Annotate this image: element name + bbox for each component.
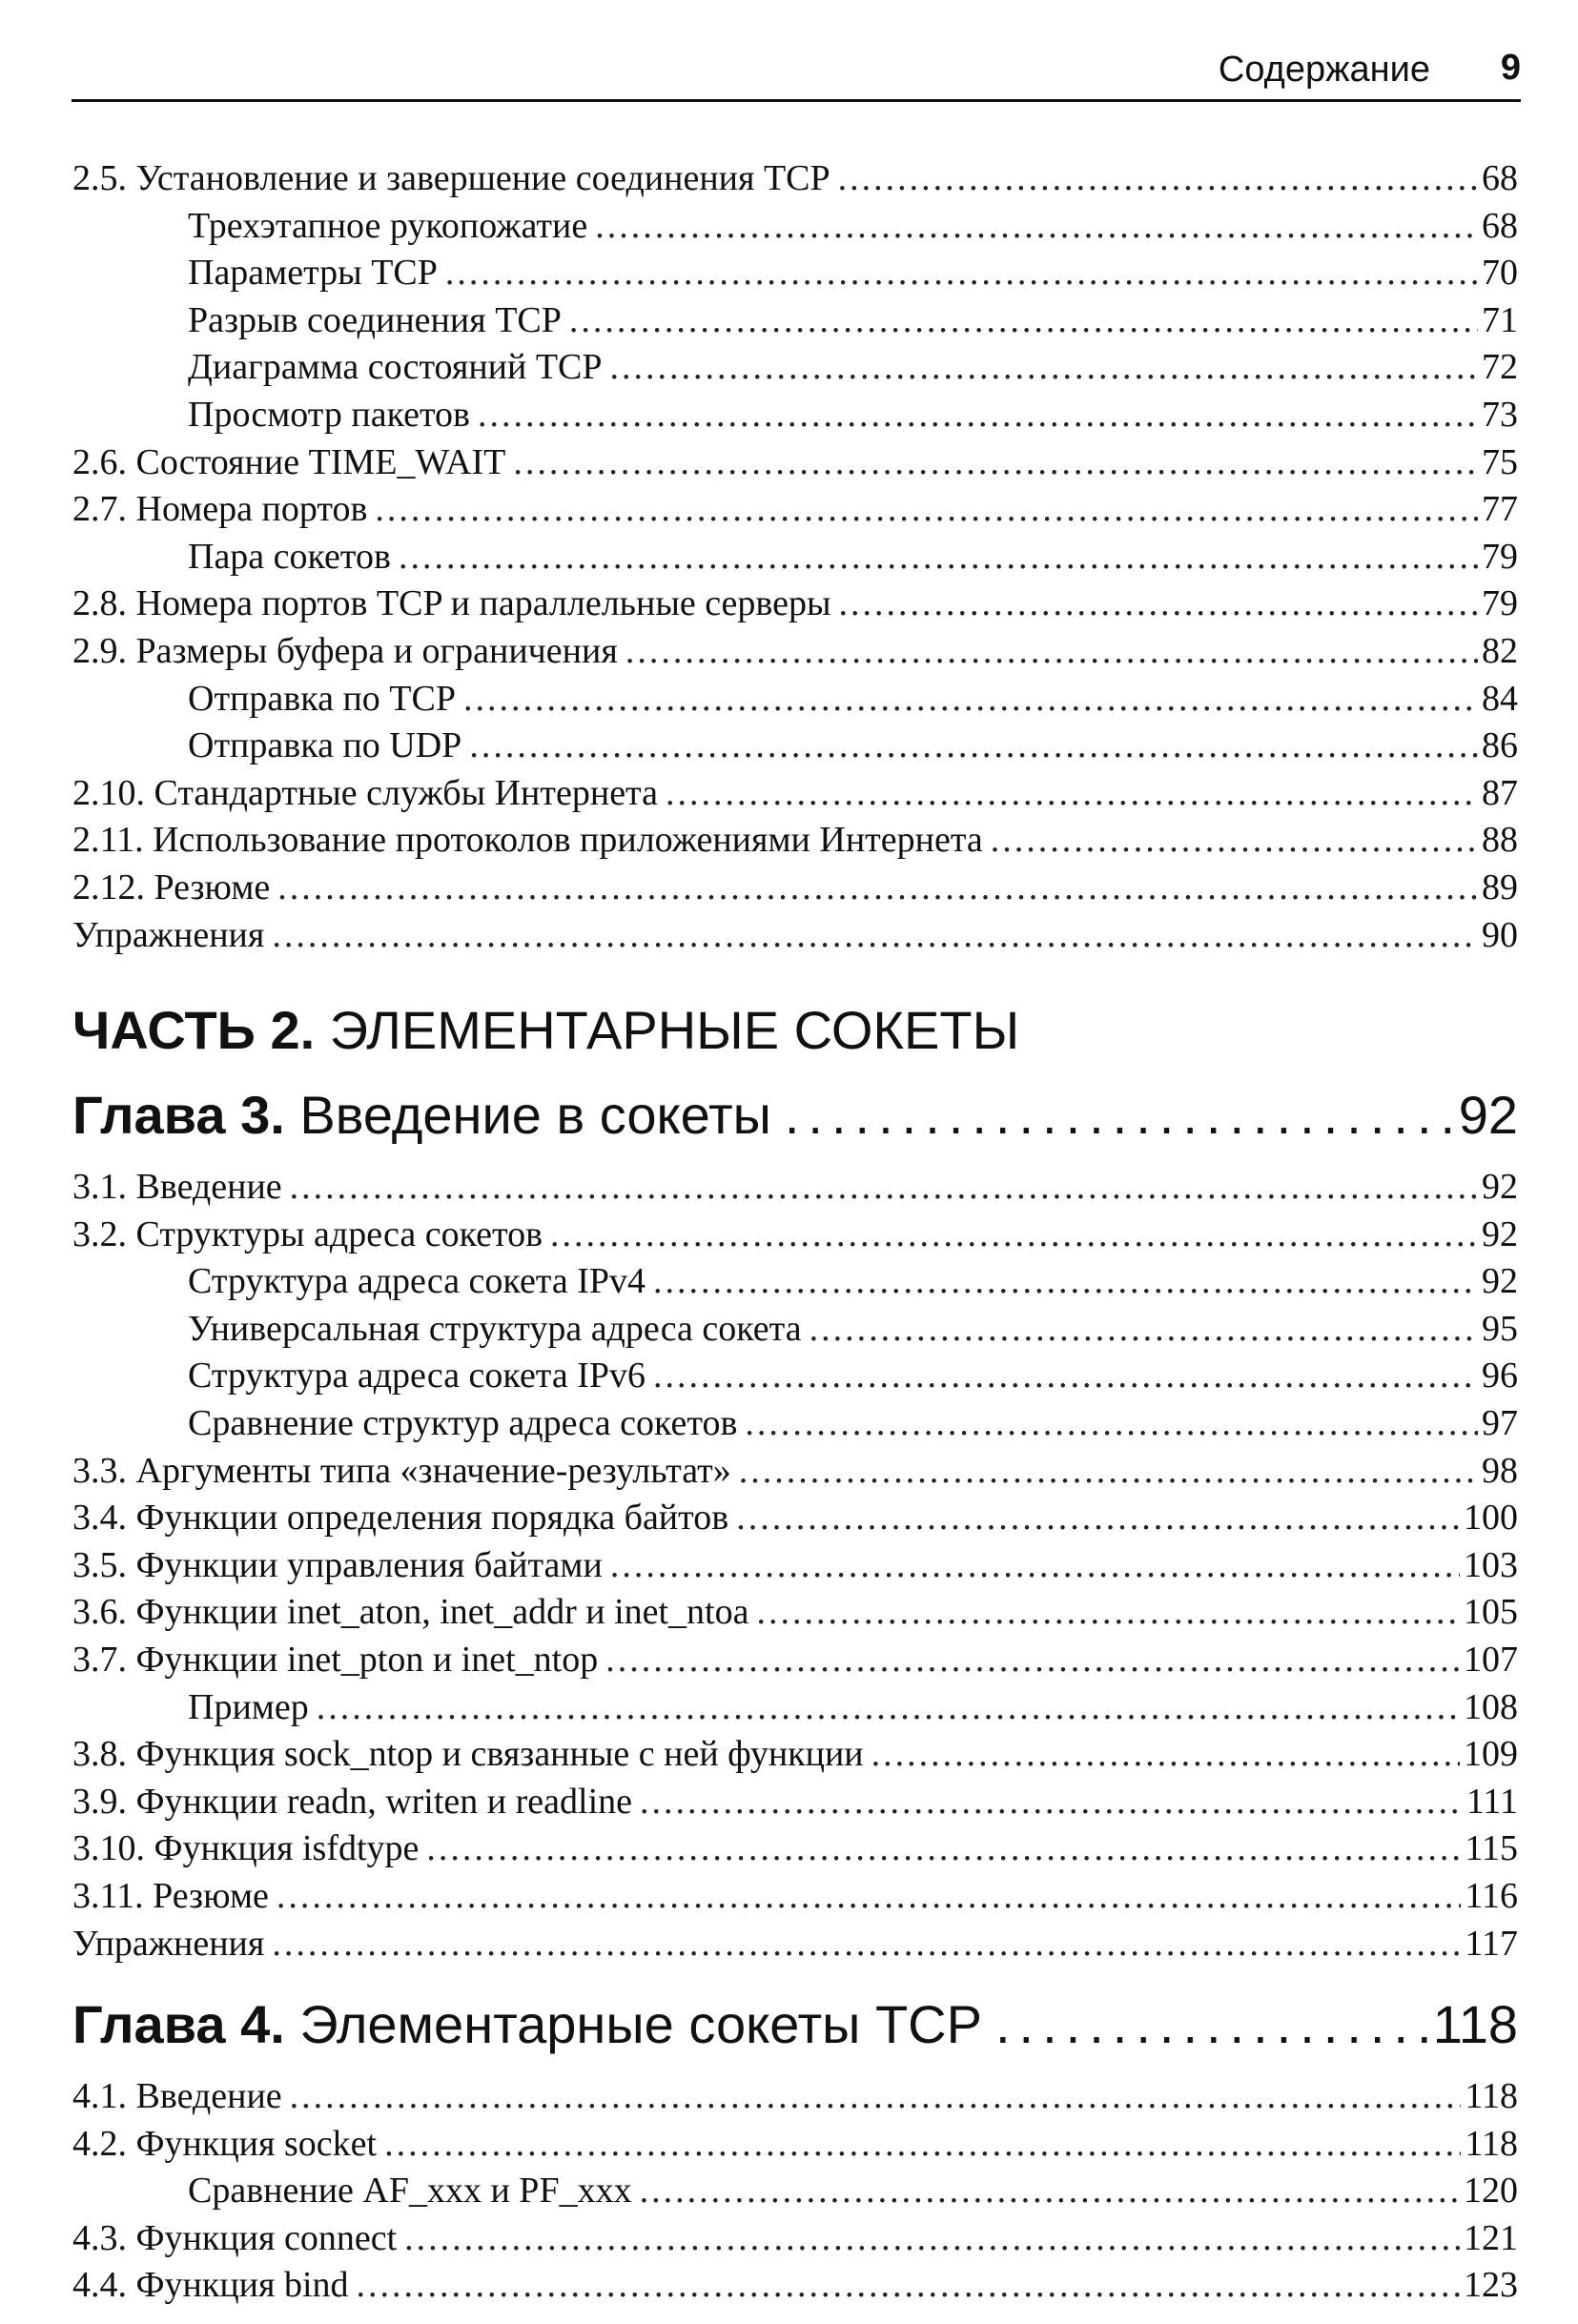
toc-entry-title: 4.1. Введение bbox=[72, 2076, 282, 2116]
toc-entry bbox=[72, 1448, 1518, 1496]
dot-leader bbox=[384, 2121, 1461, 2169]
toc-block-chapter4 bbox=[72, 2073, 1518, 2310]
dot-leader bbox=[290, 2073, 1462, 2121]
toc-entry-title: 3.5. Функции управления байтами bbox=[72, 1544, 603, 1585]
toc-entry bbox=[72, 439, 1518, 487]
toc-entry-page: 92 bbox=[1482, 1167, 1518, 1207]
toc-entry-title: 2.9. Размеры буфера и ограничения bbox=[72, 630, 618, 671]
toc-entry bbox=[72, 1731, 1518, 1779]
toc-entry-page: 70 bbox=[1482, 253, 1518, 294]
toc-entry-title: 3.8. Функция sock_ntop и связанные с ней функции bbox=[72, 1734, 864, 1775]
dot-leader bbox=[625, 628, 1478, 676]
toc-entry-title: Параметры TCP bbox=[188, 253, 438, 294]
toc-entry bbox=[72, 676, 1518, 724]
toc-entry-title: 2.5. Установление и завершение соединения TCP bbox=[72, 158, 830, 198]
chapter3-page: 92 bbox=[1458, 1085, 1518, 1145]
dot-leader bbox=[569, 297, 1478, 345]
part-title: ЭЛЕМЕНТАРНЫЕ СОКЕТЫ bbox=[329, 1000, 1020, 1060]
toc-entry bbox=[72, 1921, 1518, 1968]
dot-leader bbox=[640, 2168, 1460, 2215]
toc-entry-title: Разрыв соединения TCP bbox=[188, 299, 562, 340]
dot-leader bbox=[838, 155, 1478, 203]
dot-leader bbox=[666, 770, 1478, 818]
toc-entry-title: Упражнения bbox=[72, 1923, 265, 1964]
toc-entry-page: 121 bbox=[1464, 2217, 1518, 2258]
toc-entry bbox=[72, 1258, 1518, 1306]
toc-entry-page: 100 bbox=[1464, 1498, 1518, 1539]
toc-entry bbox=[72, 250, 1518, 297]
toc-entry bbox=[72, 770, 1518, 818]
toc-entry bbox=[72, 1400, 1518, 1448]
dot-leader bbox=[375, 486, 1478, 534]
toc-entry-page: 79 bbox=[1482, 583, 1518, 624]
toc-entry-page: 73 bbox=[1482, 394, 1518, 435]
toc-entry bbox=[72, 2215, 1518, 2263]
toc-entry bbox=[72, 534, 1518, 581]
toc-entry-page: 97 bbox=[1482, 1402, 1518, 1443]
toc-entry-title: 2.7. Номера портов bbox=[72, 489, 368, 530]
toc-entry-title: 4.3. Функция connect bbox=[72, 2217, 398, 2258]
toc-entry bbox=[72, 1306, 1518, 1354]
toc-entry bbox=[72, 392, 1518, 439]
toc-entry bbox=[72, 2073, 1518, 2121]
toc-entry-page: 75 bbox=[1482, 441, 1518, 482]
toc-entry-page: 72 bbox=[1482, 347, 1518, 388]
dot-leader bbox=[272, 1921, 1461, 1968]
dot-leader bbox=[839, 581, 1478, 628]
toc-entry-page: 117 bbox=[1465, 1923, 1518, 1964]
toc-entry bbox=[72, 344, 1518, 392]
toc-entry bbox=[72, 1164, 1518, 1212]
toc-entry-title: 3.9. Функции readn, writen и readline bbox=[72, 1781, 632, 1822]
dot-leader bbox=[640, 1779, 1463, 1826]
toc-entry-page: 68 bbox=[1482, 158, 1518, 198]
dot-leader bbox=[426, 1825, 1461, 1873]
toc-entry-page: 96 bbox=[1482, 1356, 1518, 1396]
dot-leader bbox=[610, 344, 1478, 392]
dot-leader bbox=[871, 1731, 1460, 1779]
chapter4-heading bbox=[72, 1991, 1518, 2058]
toc-entry-title: Трехэтапное рукопожатие bbox=[188, 205, 588, 246]
chapter3-heading bbox=[72, 1082, 1518, 1149]
toc-block-chapter3 bbox=[72, 1164, 1518, 1967]
toc-entry-page: 92 bbox=[1482, 1261, 1518, 1302]
toc-entry-title: Сравнение структур адреса сокетов bbox=[188, 1402, 738, 1443]
toc-entry-title: 4.2. Функция socket bbox=[72, 2123, 378, 2164]
dot-leader bbox=[277, 1873, 1462, 1921]
toc-entry-page: 115 bbox=[1465, 1828, 1518, 1869]
dot-leader bbox=[736, 1495, 1460, 1542]
chapter3-title: Введение в сокеты bbox=[299, 1085, 771, 1145]
dot-leader bbox=[991, 817, 1478, 865]
dot-leader bbox=[995, 1991, 1433, 2058]
dot-leader bbox=[445, 250, 1478, 297]
toc-entry-title: 3.3. Аргументы типа «значение-результат» bbox=[72, 1450, 731, 1491]
toc-entry bbox=[72, 912, 1518, 960]
toc-entry-page: 71 bbox=[1482, 299, 1518, 340]
toc-entry-page: 107 bbox=[1464, 1639, 1518, 1680]
toc-entry-page: 116 bbox=[1465, 1875, 1518, 1916]
toc-entry-page: 86 bbox=[1482, 725, 1518, 766]
dot-leader bbox=[478, 392, 1478, 439]
toc-entry bbox=[72, 1873, 1518, 1921]
toc-entry-title: Сравнение AF_xxx и PF_xxx bbox=[188, 2171, 632, 2212]
dot-leader bbox=[550, 1212, 1478, 1259]
toc-entry-page: 103 bbox=[1464, 1544, 1518, 1585]
toc-entry bbox=[72, 203, 1518, 251]
dot-leader bbox=[463, 676, 1478, 724]
toc-entry-page: 79 bbox=[1482, 536, 1518, 577]
toc-entry bbox=[72, 723, 1518, 770]
toc-entry bbox=[72, 1825, 1518, 1873]
toc-entry-title: 3.10. Функция isfdtype bbox=[72, 1828, 420, 1869]
dot-leader bbox=[272, 912, 1478, 960]
toc-entry-title: 3.6. Функции inet_aton, inet_addr и inet_ntoa bbox=[72, 1592, 749, 1633]
dot-leader bbox=[785, 1082, 1459, 1149]
toc-entry bbox=[72, 486, 1518, 534]
toc-entry bbox=[72, 155, 1518, 203]
chapter4-label: Глава 4. bbox=[72, 1994, 285, 2054]
toc-entry-page: 109 bbox=[1464, 1734, 1518, 1775]
toc-entry-title: Структура адреса сокета IPv6 bbox=[188, 1356, 646, 1396]
dot-leader bbox=[404, 2215, 1460, 2263]
toc-entry-page: 120 bbox=[1464, 2171, 1518, 2212]
toc-entry-page: 105 bbox=[1464, 1592, 1518, 1633]
toc-entry-page: 88 bbox=[1482, 820, 1518, 861]
toc-entry-page: 84 bbox=[1482, 678, 1518, 719]
dot-leader bbox=[605, 1637, 1460, 1684]
toc-entry bbox=[72, 1684, 1518, 1732]
toc-entry-page: 82 bbox=[1482, 630, 1518, 671]
toc-entry-title: Универсальная структура адреса сокета bbox=[188, 1308, 802, 1349]
toc-entry-page: 111 bbox=[1465, 1781, 1518, 1822]
part-heading bbox=[72, 999, 1019, 1061]
toc-entry-title: Отправка по TCP bbox=[188, 678, 456, 719]
chapter4-page: 118 bbox=[1432, 1994, 1518, 2054]
toc-entry bbox=[72, 1779, 1518, 1826]
toc-entry-title: 3.2. Структуры адреса сокетов bbox=[72, 1213, 543, 1254]
toc-entry bbox=[72, 1212, 1518, 1259]
toc-entry-page: 87 bbox=[1482, 772, 1518, 813]
dot-leader bbox=[745, 1400, 1478, 1448]
toc-entry-title: Диаграмма состояний TCP bbox=[188, 347, 603, 388]
toc-entry-title: Отправка по UDP bbox=[188, 725, 462, 766]
dot-leader bbox=[277, 865, 1478, 912]
toc-entry bbox=[72, 1495, 1518, 1542]
toc-entry bbox=[72, 628, 1518, 676]
dot-leader bbox=[469, 723, 1478, 770]
dot-leader bbox=[513, 439, 1478, 487]
toc-entry-title: Пример bbox=[188, 1686, 309, 1727]
toc-entry-title: 3.11. Резюме bbox=[72, 1875, 269, 1916]
toc-entry-page: 95 bbox=[1482, 1308, 1518, 1349]
toc-entry bbox=[72, 1353, 1518, 1400]
page-number: 9 bbox=[1500, 48, 1521, 88]
toc-entry-page: 108 bbox=[1464, 1686, 1518, 1727]
toc-entry bbox=[72, 865, 1518, 912]
toc-entry-page: 98 bbox=[1482, 1450, 1518, 1491]
toc-entry-page: 68 bbox=[1482, 205, 1518, 246]
toc-entry-title: 2.11. Использование протоколов приложениями Интернета bbox=[72, 820, 983, 861]
toc-entry-title: 2.12. Резюме bbox=[72, 866, 271, 907]
toc-entry-title: 2.6. Состояние TIME_WAIT bbox=[72, 441, 506, 482]
part-label: ЧАСТЬ 2. bbox=[72, 1000, 316, 1060]
toc-entry-title: 4.4. Функция bind bbox=[72, 2265, 349, 2306]
running-head-title: Содержание bbox=[1218, 50, 1430, 90]
toc-entry-page: 89 bbox=[1482, 866, 1518, 907]
dot-leader bbox=[317, 1684, 1460, 1732]
dot-leader bbox=[595, 203, 1478, 251]
toc-entry-page: 118 bbox=[1465, 2076, 1518, 2116]
toc-entry-title: 2.8. Номера портов TCP и параллельные серверы bbox=[72, 583, 831, 624]
dot-leader bbox=[739, 1448, 1478, 1496]
dot-leader bbox=[653, 1353, 1478, 1400]
dot-leader bbox=[756, 1589, 1460, 1637]
toc-entry bbox=[72, 1589, 1518, 1637]
toc-entry bbox=[72, 2262, 1518, 2310]
toc-entry bbox=[72, 817, 1518, 865]
toc-entry-title: Пара сокетов bbox=[188, 536, 391, 577]
toc-entry bbox=[72, 1542, 1518, 1590]
toc-entry bbox=[72, 581, 1518, 628]
toc-entry bbox=[72, 1637, 1518, 1684]
toc-entry bbox=[72, 297, 1518, 345]
toc-entry-title: 3.7. Функции inet_pton и inet_ntop bbox=[72, 1639, 599, 1680]
toc-entry-title: 2.10. Стандартные службы Интернета bbox=[72, 772, 658, 813]
toc-block-chapter2 bbox=[72, 155, 1518, 959]
toc-entry-title: Структура адреса сокета IPv4 bbox=[188, 1261, 646, 1302]
toc-entry-title: 3.1. Введение bbox=[72, 1167, 282, 1207]
running-head bbox=[72, 46, 1521, 102]
toc-entry-page: 118 bbox=[1465, 2123, 1518, 2164]
chapter4-title: Элементарные сокеты TCP bbox=[299, 1994, 982, 2054]
toc-entry bbox=[72, 2168, 1518, 2215]
toc-entry-page: 123 bbox=[1464, 2265, 1518, 2306]
toc-entry-page: 77 bbox=[1482, 489, 1518, 530]
dot-leader bbox=[809, 1306, 1478, 1354]
toc-entry-title: Упражнения bbox=[72, 914, 265, 955]
toc-entry-page: 90 bbox=[1482, 914, 1518, 955]
dot-leader bbox=[399, 534, 1478, 581]
dot-leader bbox=[357, 2262, 1460, 2310]
toc-entry-title: Просмотр пакетов bbox=[188, 394, 471, 435]
toc-entry-page: 92 bbox=[1482, 1213, 1518, 1254]
dot-leader bbox=[290, 1164, 1478, 1212]
toc-entry-title: 3.4. Функции определения порядка байтов bbox=[72, 1498, 729, 1539]
dot-leader bbox=[610, 1542, 1460, 1590]
chapter3-label: Глава 3. bbox=[72, 1085, 285, 1145]
dot-leader bbox=[653, 1258, 1478, 1306]
toc-entry bbox=[72, 2121, 1518, 2169]
